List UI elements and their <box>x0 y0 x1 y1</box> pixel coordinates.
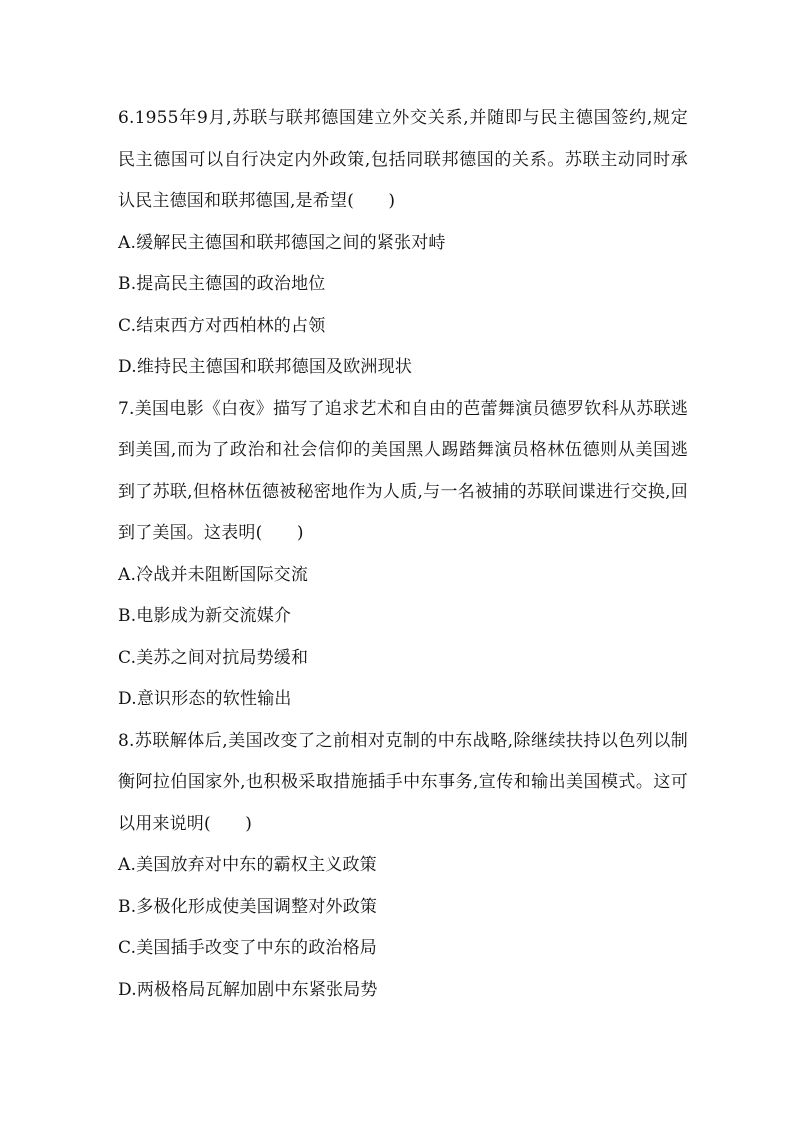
question-7 <box>118 389 688 721</box>
question-8-option-b: B.多极化形成使美国调整对外政策 <box>118 896 378 917</box>
question-7-option-b: B.电影成为新交流媒介 <box>118 606 292 626</box>
question-8 <box>118 721 688 1012</box>
question-8-option-d: D.两极格局瓦解加剧中东紧张局势 <box>118 979 378 1000</box>
question-6-options <box>118 223 688 389</box>
question-7-stem: 7.美国电影《白夜》描写了追求艺术和自由的芭蕾舞演员德罗钦科从苏联逃到美国,而为了政治和社会信仰的美国黑人踢踏舞演员格林伍德则从美国逃到了苏联,但格林伍德被秘密地作为人质,与一名被捕的苏联间谍进行交换,回到了美国。这表明( ) <box>118 398 688 543</box>
question-7-option-a: A.冷战并未阻断国际交流 <box>118 564 309 585</box>
question-7-options <box>118 555 688 721</box>
question-8-stem: 8.苏联解体后,美国改变了之前相对克制的中东战略,除继续扶持以色列以制衡阿拉伯国家外,也积极采取措施插手中东事务,宣传和输出美国模式。这可以用来说明( ) <box>118 730 688 834</box>
question-list <box>118 98 688 1011</box>
question-6 <box>118 98 688 389</box>
question-6-option-a: A.缓解民主德国和联邦德国之间的紧张对峙 <box>118 232 446 253</box>
question-6-option-d: D.维持民主德国和联邦德国及欧洲现状 <box>118 357 413 377</box>
question-8-options <box>118 845 688 1011</box>
question-8-option-c: C.美国插手改变了中东的政治格局 <box>118 938 378 958</box>
question-7-option-c: C.美苏之间对抗局势缓和 <box>118 647 309 668</box>
question-6-stem: 6.1955年9月,苏联与联邦德国建立外交关系,并随即与民主德国签约,规定民主德国可以自行决定内外政策,包括同联邦德国的关系。苏联主动同时承认民主德国和联邦德国,是希望( ) <box>118 108 688 211</box>
question-6-option-c: C.结束西方对西柏林的占领 <box>118 315 326 336</box>
question-8-option-a: A.美国放弃对中东的霸权主义政策 <box>118 855 377 875</box>
question-7-option-d: D.意识形态的软性输出 <box>118 689 292 709</box>
question-6-option-b: B.提高民主德国的政治地位 <box>118 274 326 294</box>
